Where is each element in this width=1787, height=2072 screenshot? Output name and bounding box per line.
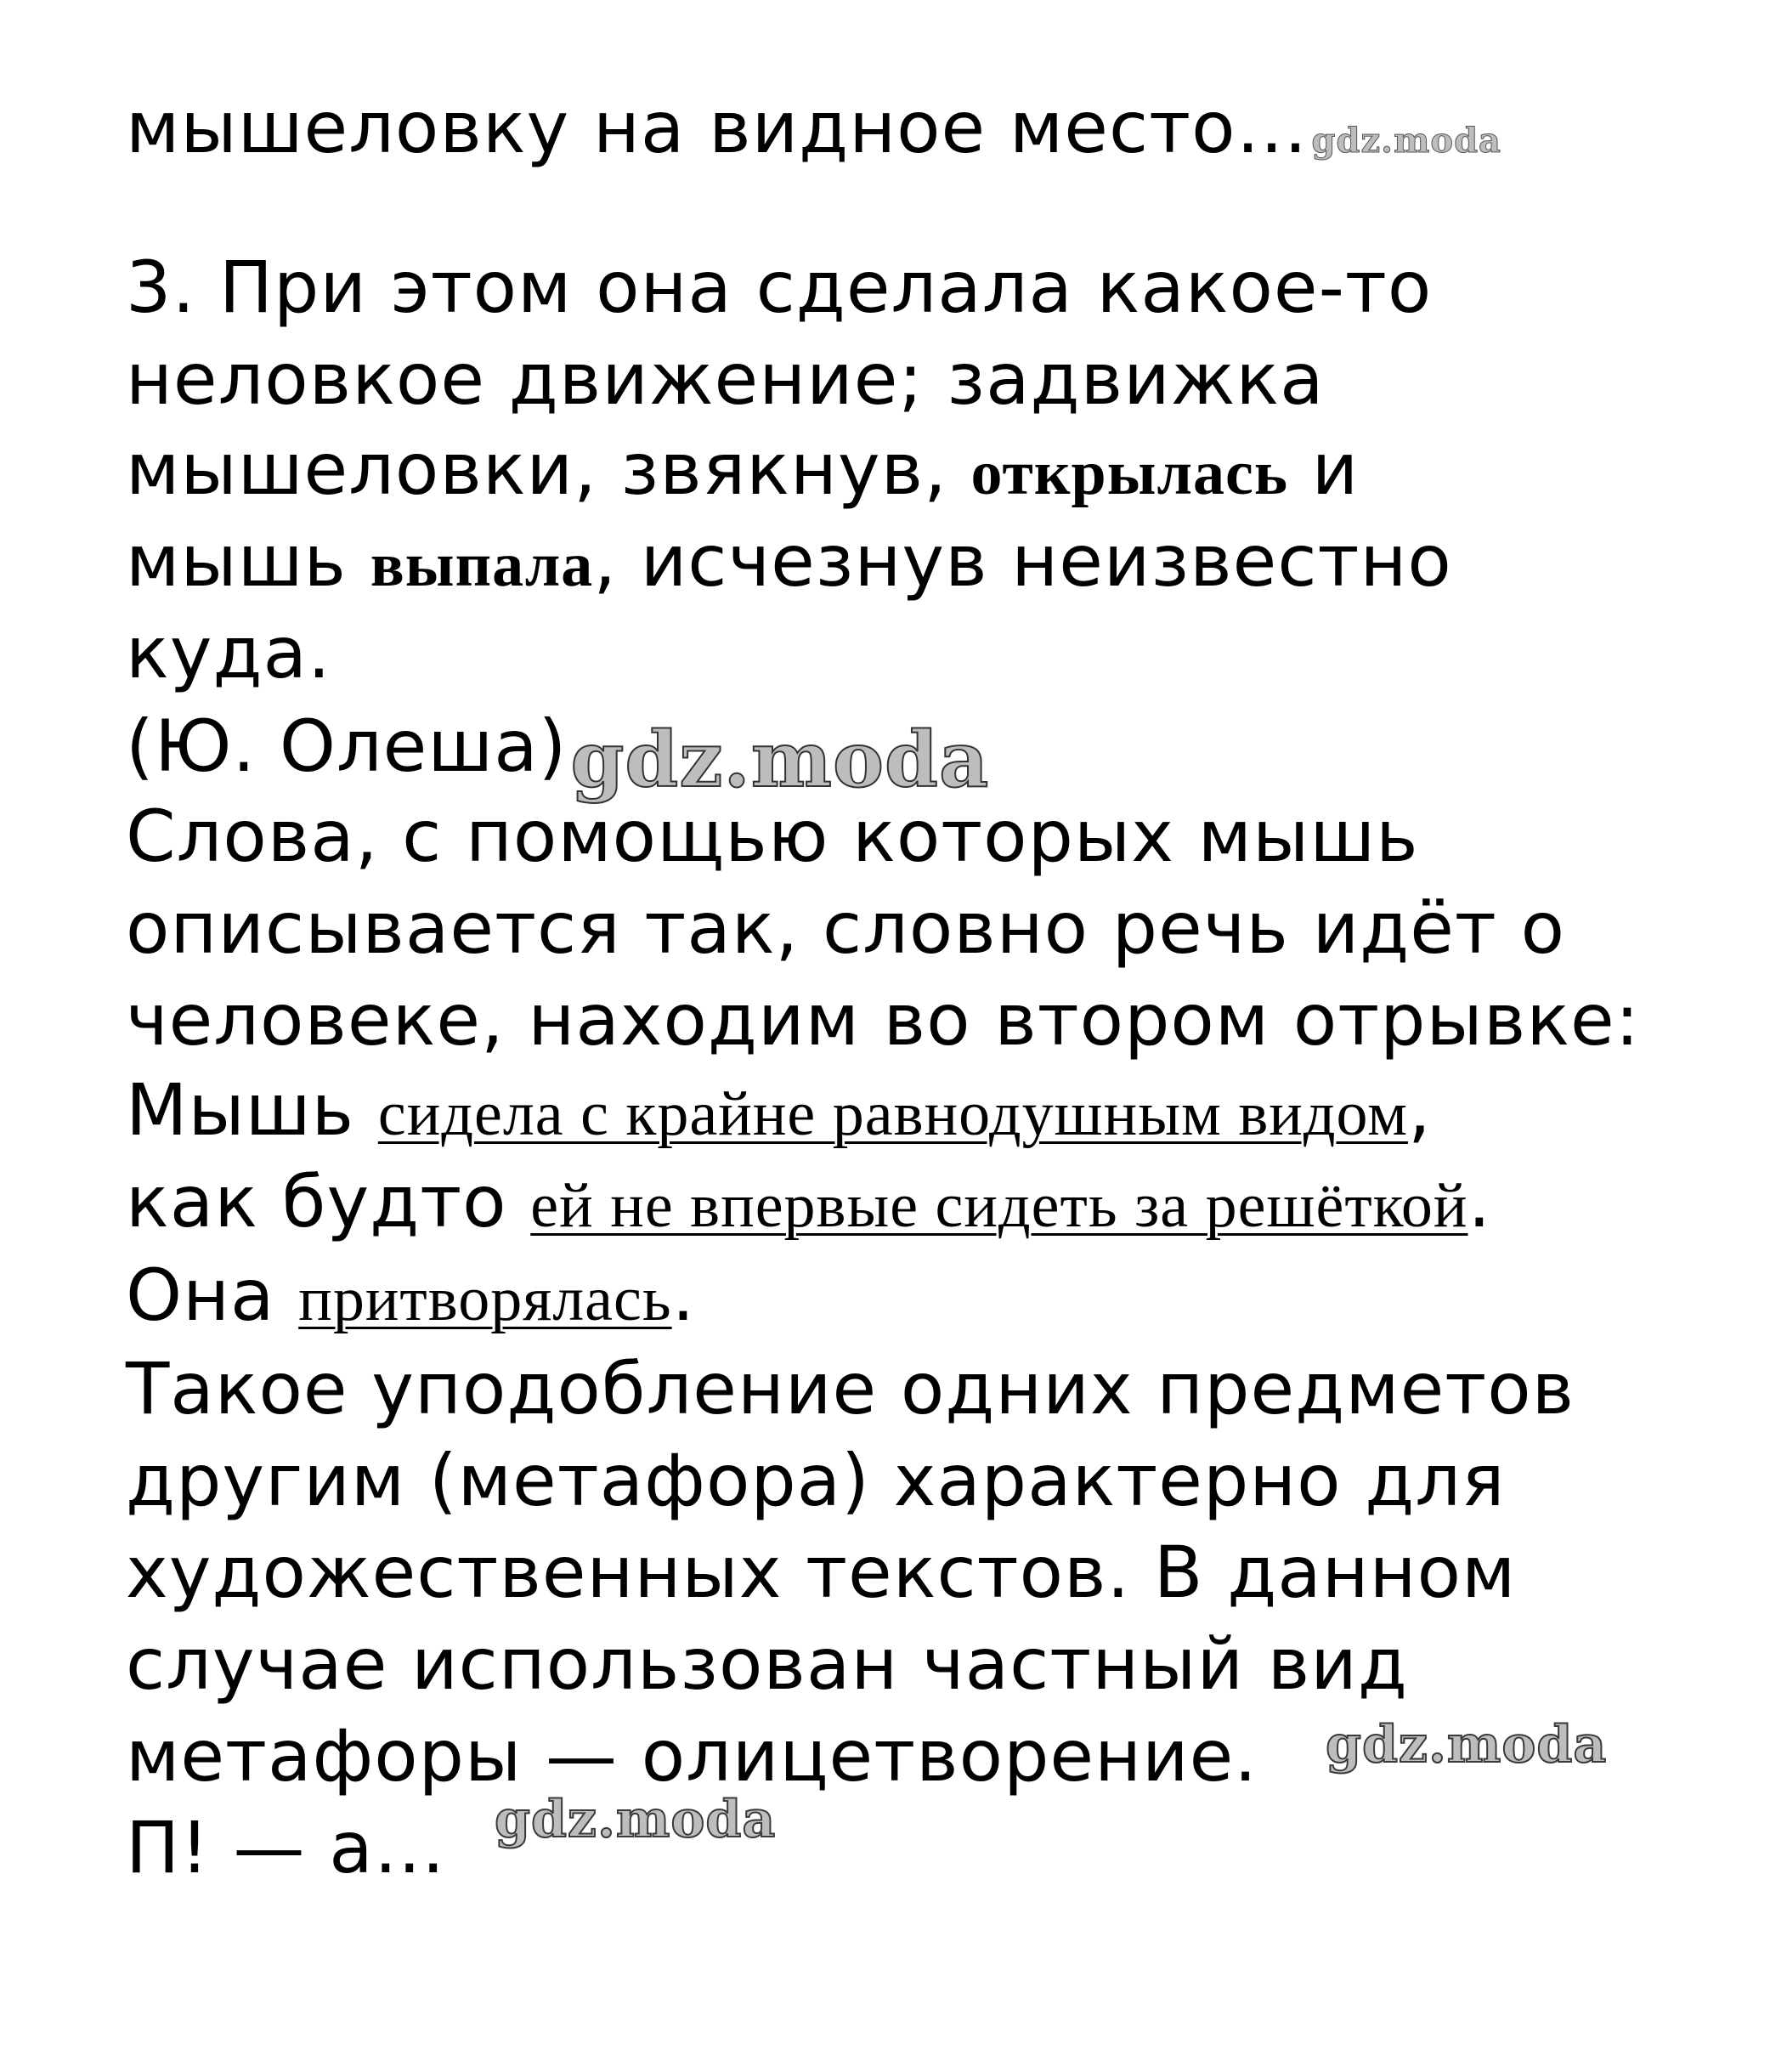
line-12-post: .	[1467, 1160, 1492, 1243]
line-10-text: человеке, находим во втором отрывке:	[126, 978, 1641, 1061]
line-6-text: куда.	[126, 611, 331, 694]
text-line-15	[126, 1438, 1506, 1523]
watermark-bottom: gdz.moda	[495, 1790, 777, 1849]
line-5-post: , исчезнув неизвестно	[593, 519, 1452, 603]
line-1-text: мышеловку на видное место…	[126, 86, 1309, 169]
text-line-9	[126, 886, 1565, 971]
text-line-7	[126, 702, 990, 805]
text-line-12	[126, 1159, 1491, 1248]
line-8-text: Слова, с помощью которых мышь	[126, 795, 1419, 878]
line-14-text: Такое уподобление одних предметов	[126, 1347, 1575, 1430]
line-9-text: описывается так, словно речь идёт о	[126, 886, 1565, 970]
line-3-text: неловкое движение; задвижка	[126, 337, 1325, 421]
text-line-13	[126, 1253, 695, 1342]
line-18-text: метафоры — олицетворение.	[126, 1714, 1258, 1797]
line-13-pre: Она	[126, 1254, 299, 1337]
line-16-text: художественных текстов. В данном	[126, 1531, 1517, 1614]
underlined-phrase-2: ей не впервые сидеть за решёткой	[530, 1171, 1468, 1241]
text-line-1	[126, 85, 1501, 184]
underlined-phrase-3: притворялась	[298, 1265, 672, 1334]
text-line-17	[126, 1622, 1408, 1707]
line-2-text: 3. При этом она сделала какое-то	[126, 246, 1433, 329]
line-17-text: случае использован частный вид	[126, 1622, 1408, 1706]
author-citation: (Ю. Олеша)	[126, 705, 568, 788]
line-15-text: другим (метафора) характерно для	[126, 1439, 1506, 1522]
text-line-18	[126, 1713, 1258, 1798]
text-line-4	[126, 427, 1359, 516]
text-line-3	[126, 337, 1325, 422]
text-line-10	[126, 977, 1640, 1062]
line-12-pre: как будто	[126, 1160, 531, 1243]
line-19-text: П! — а…	[126, 1806, 446, 1889]
line-4-pre: мышеловки, звякнув,	[126, 427, 971, 511]
text-line-2	[126, 245, 1432, 330]
line-11-post: ,	[1407, 1068, 1432, 1152]
line-11-pre: Мышь	[126, 1068, 378, 1152]
text-line-19	[126, 1805, 446, 1890]
text-line-16	[126, 1530, 1516, 1615]
bold-verb-otkrylas: открылась	[970, 439, 1288, 508]
watermark-large: gdz.moda	[570, 715, 990, 805]
text-line-8	[126, 794, 1419, 879]
underlined-phrase-1: сидела с крайне равнодушным видом	[377, 1079, 1408, 1149]
text-line-6	[126, 610, 331, 695]
line-13-post: .	[671, 1254, 696, 1337]
line-5-pre: мышь	[126, 519, 370, 603]
text-line-11	[126, 1067, 1432, 1157]
text-line-14	[126, 1346, 1575, 1431]
text-line-5	[126, 518, 1452, 608]
line-4-post: и	[1287, 427, 1360, 511]
bold-verb-vypala: выпала	[370, 530, 594, 600]
watermark-right: gdz.moda	[1326, 1715, 1608, 1775]
watermark-small: gdz.moda	[1311, 121, 1501, 161]
